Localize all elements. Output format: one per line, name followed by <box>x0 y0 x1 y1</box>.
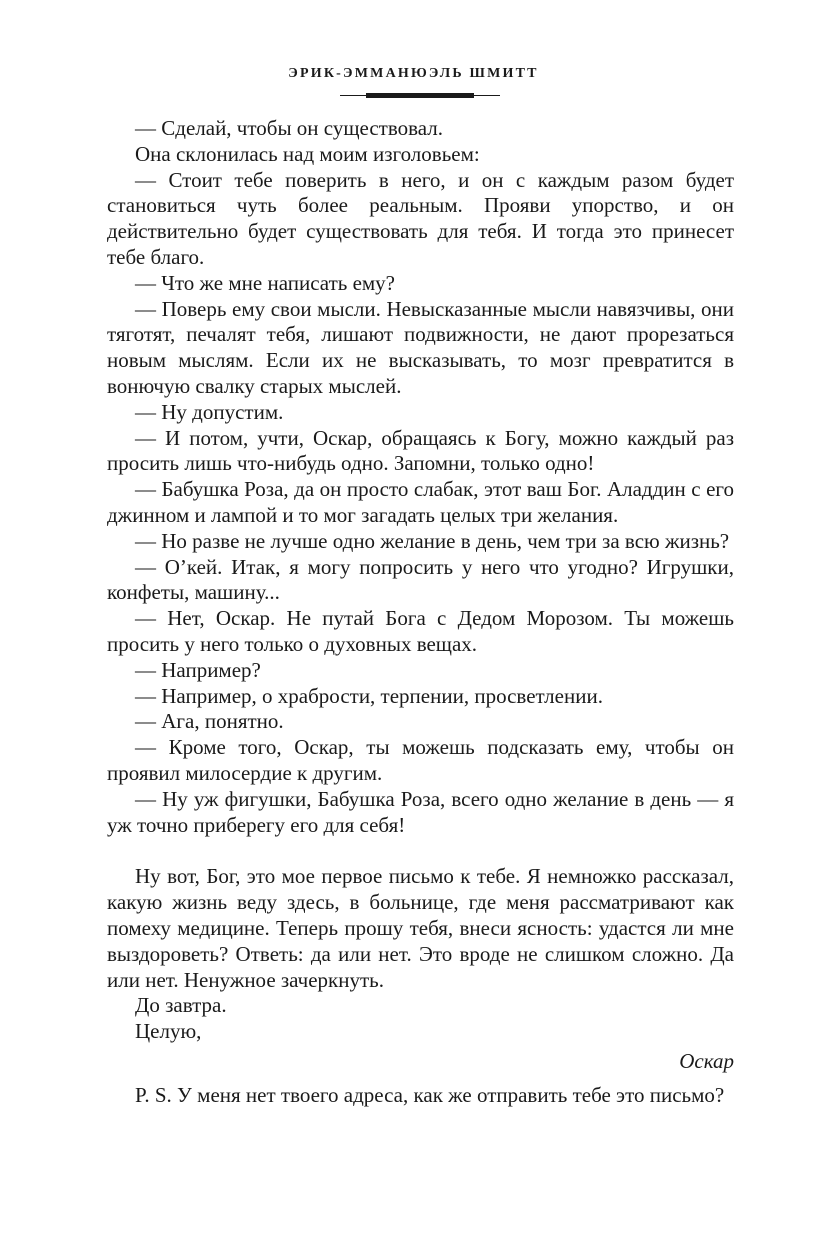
header-rule-accent <box>366 93 474 98</box>
postscript-gap <box>107 1075 734 1083</box>
dialogue-line: — Стоит тебе поверить в него, и он с каждым разом будет становиться чуть более реальным. Прояви упорство, и он действительно будет существовать для тебя. И тогда это принесет тебе благо. <box>107 167 734 269</box>
narration-line: Она склонилась над моим изголовьем: <box>135 141 480 166</box>
dialogue-line: — Поверь ему свои мысли. Невысказанные мысли навязчивы, они тяготят, печалят тебя, лишают подвижности, не дают прорезаться новым мыслям. Если их не высказывать, то мозг превратится в вонючую свалку старых мыслей. <box>107 296 734 398</box>
dialogue-line: — Бабушка Роза, да он просто слабак, этот ваш Бог. Аладдин с его джинном и лампой и то мог загадать целых три желания. <box>107 477 734 527</box>
dialogue-line: — Нет, Оскар. Не путай Бога с Дедом Морозом. Ты можешь просить у него только о духовных вещах. <box>107 606 734 656</box>
dialogue-line: — И потом, учти, Оскар, обращаясь к Богу, можно каждый раз просить лишь что-нибудь одно. Запомни, только одно! <box>107 425 734 476</box>
dialogue-line: — Сделай, чтобы он существовал. <box>135 116 443 140</box>
letter-postscript: P. S. У меня нет твоего адреса, как же отправить тебе это письмо? <box>135 1082 725 1107</box>
letter-signature: Оскар <box>679 1048 734 1073</box>
body-text <box>107 116 734 1108</box>
dialogue-line: — Что же мне написать ему? <box>135 270 395 295</box>
dialogue-line: — Но разве не лучше одно желание в день, чем три за всю жизнь? <box>135 528 730 553</box>
dialogue-line: — Ну допустим. <box>135 399 284 424</box>
dialogue-line: — Ну уж фигушки, Бабушка Роза, всего одно желание в день — я уж точно приберегу его для себя! <box>107 786 734 837</box>
running-head-author: ЭРИК-ЭММАНЮЭЛЬ ШМИТТ <box>288 66 539 81</box>
dialogue-line: — Ага, понятно. <box>135 709 284 734</box>
dialogue-line: — Например? <box>135 657 261 682</box>
dialogue-line: — Кроме того, Оскар, ты можешь подсказать ему, чтобы он проявил милосердие к другим. <box>107 735 734 785</box>
letter-closing: Целую, <box>135 1019 202 1044</box>
letter-closing: До завтра. <box>135 993 227 1018</box>
section-gap <box>107 838 734 864</box>
dialogue-line: — Например, о храбрости, терпении, просветлении. <box>135 683 603 708</box>
dialogue-line: — О’кей. Итак, я могу попросить у него что угодно? Игрушки, конфеты, машину... <box>107 554 734 605</box>
letter-body: Ну вот, Бог, это мое первое письмо к тебе. Я немножко рассказал, какую жизнь веду здесь, в больнице, где меня рассматривают как помеху медицине. Теперь прошу тебя, внеси ясность: удастся ли мне выздороветь? Ответь: да или нет. Это вроде не слишком сложно. Да или нет. Ненужное зачеркнуть. <box>107 864 734 992</box>
